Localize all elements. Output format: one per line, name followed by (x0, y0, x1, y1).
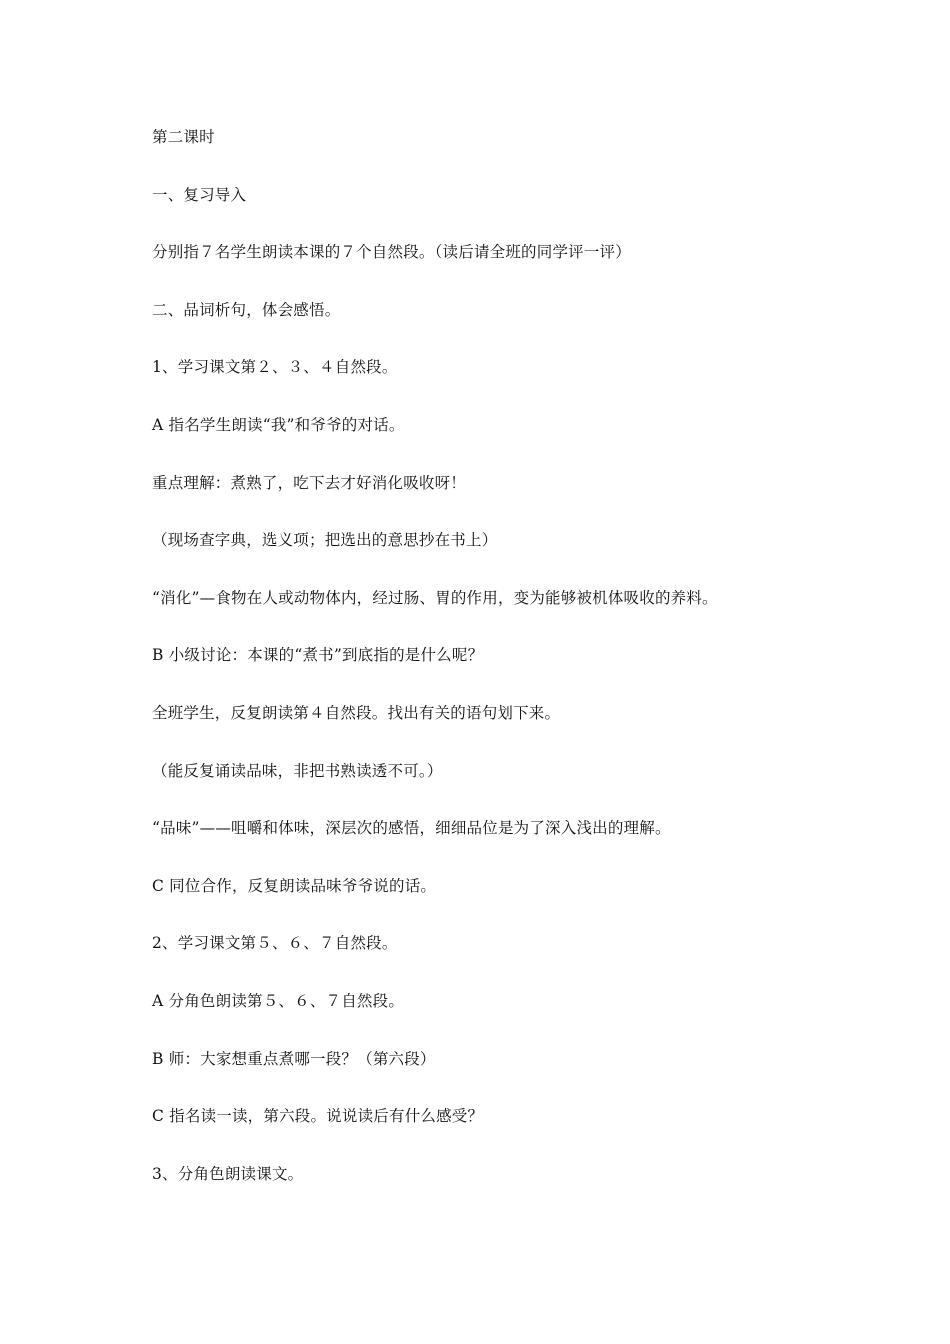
paragraph: 全班学生，反复朗读第４自然段。找出有关的语句划下来。 (152, 703, 561, 722)
paragraph: （能反复诵读品味，非把书熟读透不可。） (152, 761, 443, 780)
paragraph: “消化”—食物在人或动物体内，经过肠、胃的作用，变为能够被机体吸收的养料。 (152, 588, 718, 607)
paragraph: 分别指７名学生朗读本课的７个自然段。（读后请全班的同学评一评） (152, 243, 631, 262)
subsection-heading: 3、分角色朗读课文。 (152, 1164, 304, 1183)
paragraph: （现场查字典，选义项；把选出的意思抄在书上） (152, 531, 498, 550)
paragraph: “品味”——咀嚼和体味，深层次的感悟，细细品位是为了深入浅出的理解。 (152, 819, 671, 838)
paragraph: B 师：大家想重点煮哪一段？（第六段） (152, 1049, 436, 1068)
lesson-title: 第二课时 (152, 128, 215, 146)
section-heading-analysis: 二、品词析句，体会感悟。 (152, 300, 341, 319)
paragraph: C 同位合作，反复朗读品味爷爷说的话。 (152, 876, 437, 895)
subsection-heading: 1、学习课文第２、３、４自然段。 (152, 358, 398, 377)
subsection-heading: 2、学习课文第５、６、７自然段。 (152, 934, 398, 953)
paragraph: A 分角色朗读第５、６、７自然段。 (152, 991, 405, 1010)
document-body (152, 123, 852, 1217)
paragraph: A 指名学生朗读“我”和爷爷的对话。 (152, 415, 405, 434)
paragraph: C 指名读一读，第六段。说说读后有什么感受？ (152, 1107, 484, 1126)
section-heading-review: 一、复习导入 (152, 185, 247, 204)
paragraph: B 小级讨论：本课的“煮书”到底指的是什么呢？ (152, 646, 484, 665)
paragraph: 重点理解：煮熟了，吃下去才好消化吸收呀！ (152, 473, 467, 492)
